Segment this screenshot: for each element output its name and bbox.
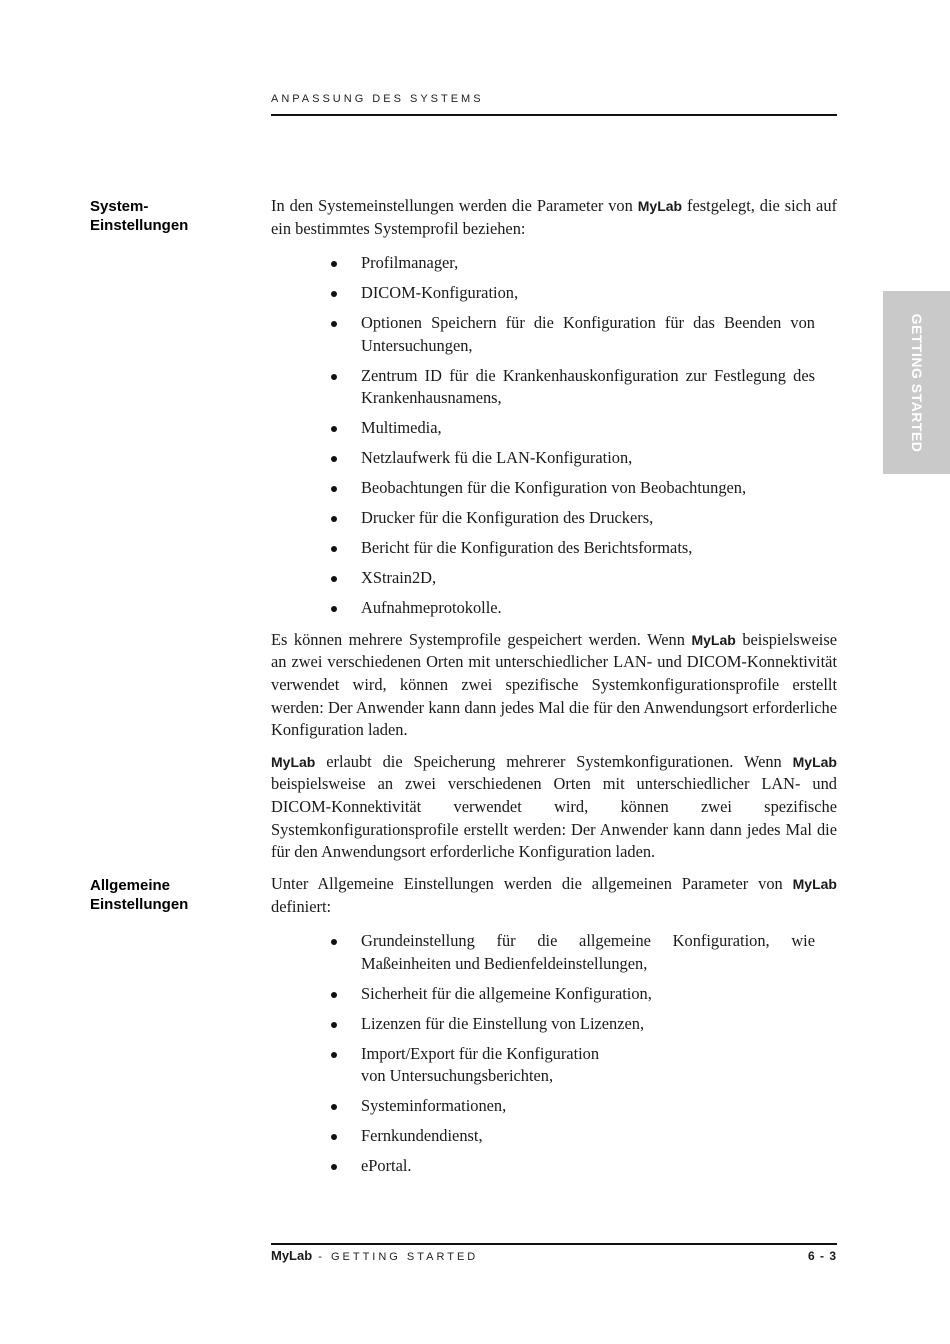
brand-name: MyLab	[637, 198, 683, 214]
list-item-text: Sicherheit für die allgemeine Konfiguration,	[361, 983, 652, 1003]
list-item	[271, 930, 837, 975]
list-item-text: XStrain2D,	[361, 568, 437, 588]
list-item-text: Netzlaufwerk fü die LAN-Konfiguration,	[361, 448, 633, 468]
footer-rule	[271, 1243, 837, 1245]
chapter-tab-label: GETTING STARTED	[908, 313, 925, 452]
brand-name: MyLab	[691, 631, 736, 648]
list-item	[271, 312, 837, 357]
paragraph	[271, 629, 837, 742]
chapter-tab	[883, 291, 950, 474]
list-item-text: Multimedia,	[361, 418, 442, 438]
page-number: 6 - 3	[807, 1249, 837, 1263]
list-item-line: Import/Export für die Konfiguration	[361, 1043, 600, 1063]
list-item	[271, 567, 837, 590]
list-item-text: Optionen Speichern für die Konfiguration für das Beenden von Untersuchungen,	[361, 313, 815, 355]
section-system-einstellungen	[271, 195, 837, 864]
heading-line: Einstellungen	[90, 217, 189, 234]
list-item	[271, 1125, 837, 1148]
intro-paragraph	[271, 195, 837, 240]
list-item-text: Aufnahmeprotokolle.	[361, 598, 502, 618]
list-item-text: ePortal.	[361, 1156, 412, 1176]
intro-paragraph	[271, 873, 837, 918]
footer-manual-title: GETTING STARTED	[330, 1251, 479, 1263]
list-item	[271, 507, 837, 530]
list-item	[271, 1155, 837, 1178]
list-item-text: Drucker für die Konfiguration des Druckers,	[361, 508, 654, 528]
paragraph	[271, 751, 837, 864]
text: In den Systemeinstellungen werden die Parameter von	[271, 196, 633, 215]
system-settings-list	[271, 252, 837, 620]
list-item-text: Profilmanager,	[361, 253, 459, 273]
section-allgemeine-einstellungen	[271, 873, 837, 1178]
list-item-text: Bericht für die Konfiguration des Berichtsformats,	[361, 538, 693, 558]
text: beispielsweise an zwei verschiedenen Orten mit unterschiedlicher LAN- und DICOM-Konnektivität verwendet wird, können zwei spezifische Systemkonfigurationsprofile erstellt werden: Der Anwender kann dann jedes Mal die für den Anwendungsort erforderliche Konfiguration laden.	[271, 774, 837, 862]
list-item-line: von Untersuchungsberichten,	[361, 1066, 554, 1086]
list-item	[271, 1095, 837, 1118]
list-item-text: Lizenzen für die Einstellung von Lizenzen,	[361, 1013, 645, 1033]
list-item	[271, 365, 837, 410]
list-item	[271, 447, 837, 470]
running-header: ANPASSUNG DES SYSTEMS	[271, 93, 484, 105]
text: beispielsweise an zwei verschiedenen Orten mit unterschiedlicher LAN- und DICOM-Konnektivität verwendet wird, können zwei spezifische Systemkonfigurationsprofile erstellt werden: Der Anwender kann dann jedes Mal die für den Anwendungsort erforderliche Konfiguration laden.	[271, 629, 837, 740]
list-item-text: Beobachtungen für die Konfiguration von Beobachtungen,	[361, 478, 747, 498]
heading-line: Allgemeine	[90, 877, 171, 894]
general-settings-list	[271, 930, 837, 1178]
list-item	[271, 417, 837, 440]
text: erlaubt die Speicherung mehrerer Systemkonfigurationen. Wenn	[326, 751, 782, 771]
text: festgelegt, die sich auf ein bestimmtes Systemprofil beziehen:	[271, 196, 837, 238]
list-item-text: DICOM-Konfiguration,	[361, 283, 519, 303]
text: Unter Allgemeine Einstellungen werden die allgemeinen Parameter von	[271, 874, 783, 893]
section-heading-system-einstellungen	[90, 197, 240, 235]
brand-name: MyLab	[271, 753, 316, 770]
list-item	[271, 597, 837, 620]
footer-title	[271, 1248, 478, 1263]
list-item-text: Zentrum ID für die Krankenhauskonfiguration zur Festlegung des Krankenhausnamens,	[361, 365, 815, 408]
list-item-text: Systeminformationen,	[361, 1096, 507, 1116]
footer-separator: -	[312, 1251, 331, 1263]
list-item-text: Fernkundendienst,	[361, 1126, 483, 1146]
heading-line: System-	[90, 198, 149, 215]
list-item	[271, 1043, 837, 1088]
list-item	[271, 477, 837, 500]
text: Es können mehrere Systemprofile gespeichert werden. Wenn	[271, 629, 685, 649]
header-rule	[271, 114, 837, 116]
list-item	[271, 983, 837, 1006]
list-item	[271, 1013, 837, 1036]
brand-name: MyLab	[792, 753, 837, 770]
list-item	[271, 252, 837, 275]
section-heading-allgemeine-einstellungen	[90, 876, 240, 914]
list-item-text: Grundeinstellung für die allgemeine Konfiguration, wie Maßeinheiten und Bedienfeldeinstellungen,	[361, 931, 815, 973]
text: definiert:	[271, 896, 332, 916]
list-item	[271, 537, 837, 560]
brand-name: MyLab	[792, 876, 837, 892]
footer-brand: MyLab	[271, 1248, 313, 1263]
heading-line: Einstellungen	[90, 896, 189, 913]
list-item	[271, 282, 837, 305]
